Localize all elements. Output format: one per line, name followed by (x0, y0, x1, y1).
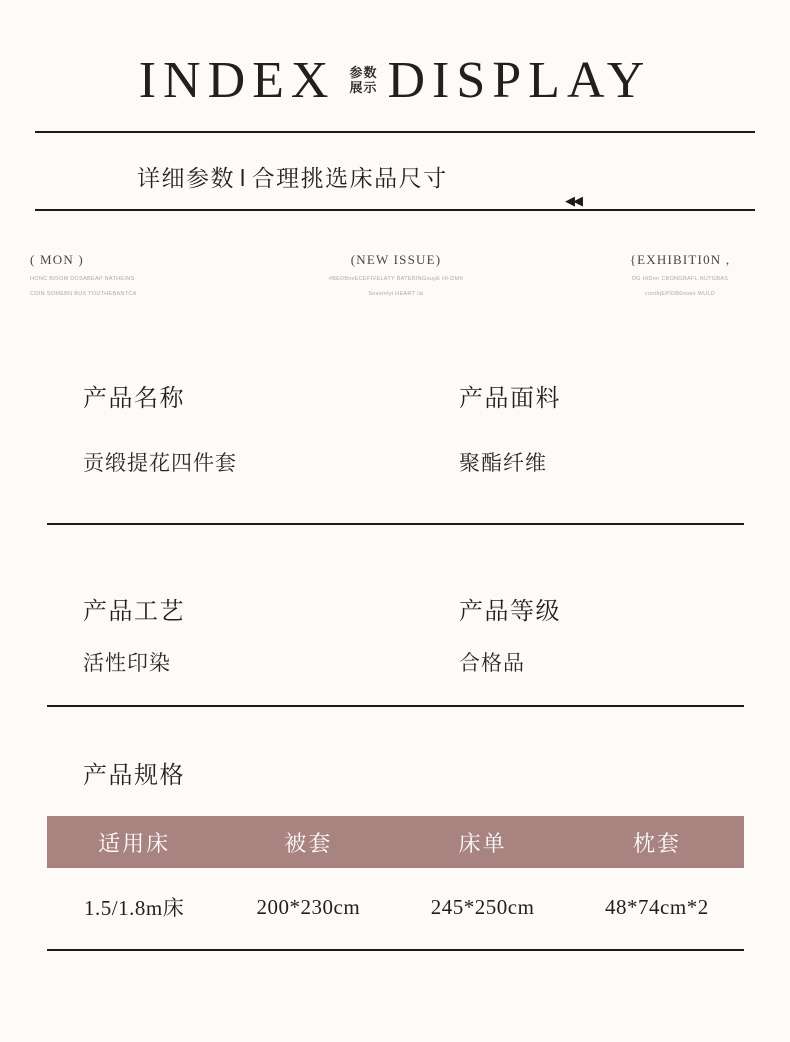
size-table-cell-pillowcase: 48*74cm*2 (605, 894, 709, 919)
spec-label-product-size: 产品规格 (83, 762, 185, 789)
size-table-header-bed: 适用床 (98, 830, 171, 856)
spec-value-product-craft: 活性印染 (83, 652, 171, 675)
size-table-cell-sheet: 245*250cm (430, 894, 535, 919)
caption-exhibition-title: {EXHIBITI0N , (629, 252, 731, 267)
caption-mon-line-2: COIN SOMEBN BUX TOUTHEBANTCA (30, 291, 137, 298)
divider-subtitle (35, 209, 755, 211)
divider-row-1 (47, 523, 744, 525)
size-table-cell-duvet: 200*230cm (256, 894, 361, 919)
caption-new-issue-title: (NEW ISSUE) (350, 252, 442, 267)
title-chinese-line-2: 展示 (349, 80, 378, 95)
size-table (47, 816, 744, 946)
table-row (47, 868, 744, 946)
caption-mon (30, 252, 137, 299)
spec-label-product-craft: 产品工艺 (83, 598, 185, 625)
title-chinese-badge (349, 66, 377, 95)
caption-new-issue-line-1: #BEDBnvECEFIVELATY BATEBINGouyE HI-DMIt (328, 276, 464, 282)
spec-value-product-fabric: 聚酯纤维 (459, 452, 547, 475)
caption-mon-line-1: HONC BISOM DOSABEAP NATHEINS (30, 276, 135, 282)
size-table-header-duvet: 被套 (284, 830, 333, 856)
page-title (0, 46, 790, 116)
spec-label-product-grade: 产品等级 (459, 598, 561, 625)
caption-mon-title: ( MON ) (30, 252, 84, 267)
spec-label-product-name: 产品名称 (83, 385, 185, 412)
double-left-arrow-icon: ◀◀ (565, 193, 581, 208)
divider-top (35, 131, 755, 133)
spec-value-product-name: 贡缎提花四件套 (83, 452, 237, 475)
subtitle-separator: l (240, 165, 247, 191)
caption-exhibition-line-1: OG HiDnn CBONGBAFL NUTGBAS (631, 276, 729, 282)
caption-exhibition (600, 252, 760, 299)
title-display-word: DISPLAY (387, 52, 652, 109)
caption-exhibition-line-2: contbjEPIDB0ooex WULD (644, 291, 716, 298)
caption-strip (0, 252, 790, 312)
subtitle-left-text: 详细参数 (137, 165, 235, 191)
caption-new-issue-line-2: Sosemlyt HEART /ai (368, 291, 424, 298)
spec-value-product-grade: 合格品 (459, 652, 525, 675)
size-table-header-pillowcase: 枕套 (632, 830, 681, 856)
size-table-cell-bed: 1.5/1.8m床 (84, 896, 185, 920)
subtitle-right-text: 合理挑选床品尺寸 (251, 165, 448, 191)
divider-row-2 (47, 705, 744, 707)
spec-label-product-fabric: 产品面料 (459, 385, 561, 412)
size-table-header-sheet: 床单 (458, 830, 507, 856)
title-index-word: INDEX (138, 52, 336, 109)
caption-new-issue (296, 252, 496, 299)
title-chinese-line-1: 参数 (349, 65, 378, 81)
divider-row-3 (47, 949, 744, 951)
size-table-header-row (47, 816, 744, 868)
subtitle (137, 160, 448, 193)
